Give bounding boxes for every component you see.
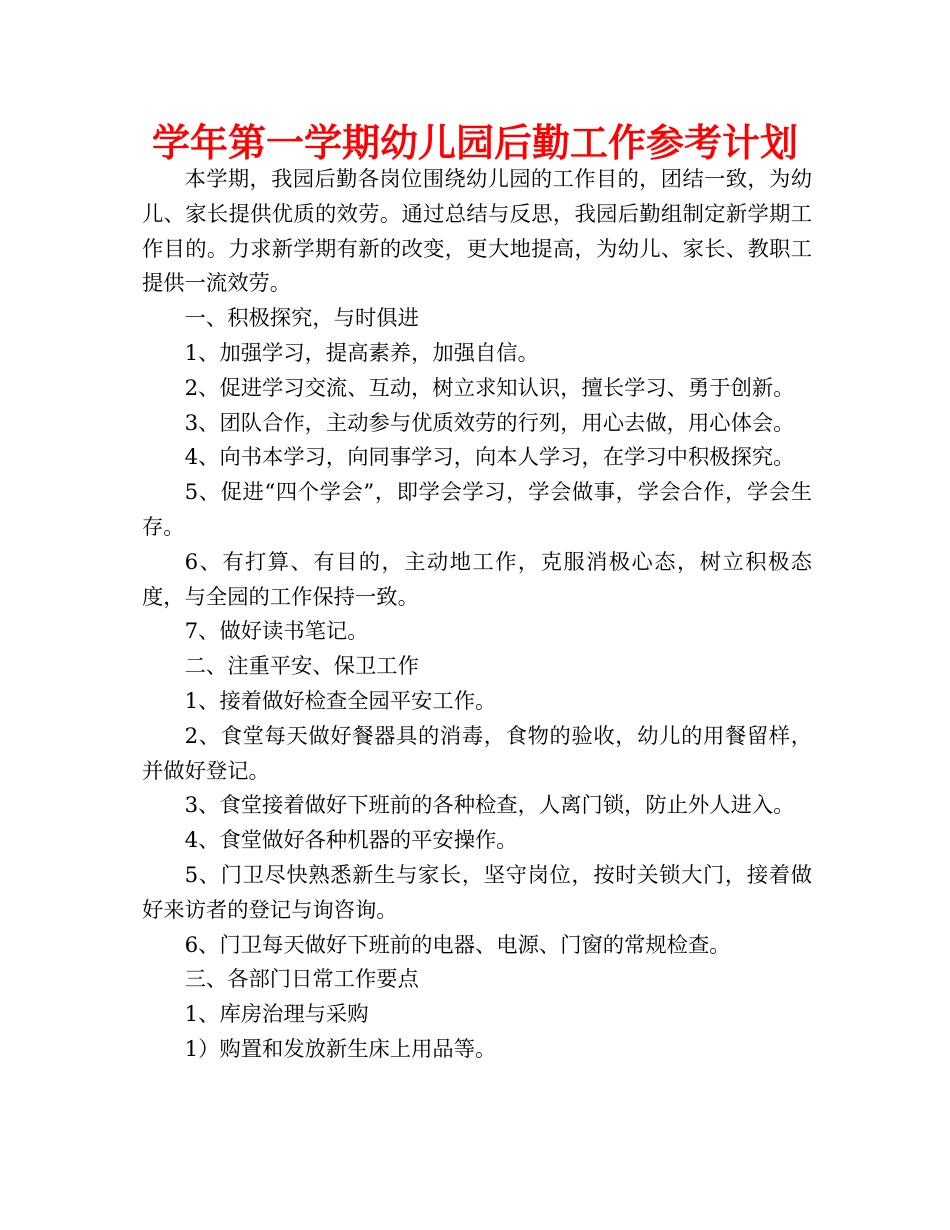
list-item: 5、门卫尽快熟悉新生与家长，坚守岗位，按时关锁大门，接着做好来访者的登记与询咨询。 (142, 862, 812, 923)
list-item: 1、库房治理与采购 (184, 1002, 369, 1028)
list-item: 3、食堂接着做好下班前的各种检查，人离门锁，防止外人进入。 (184, 793, 795, 819)
list-item: 1）购置和发放新生床上用品等。 (184, 1036, 497, 1062)
list-item: 6、有打算、有目的，主动地工作，克服消极心态，树立积极态度，与全园的工作保持一致。 (142, 549, 812, 610)
list-item: 4、向书本学习，向同事学习，向本人学习，在学习中积极探究。 (184, 445, 795, 471)
list-item: 2、促进学习交流、互动，树立求知认识，擅长学习、勇于创新。 (184, 375, 795, 401)
document-body (142, 163, 812, 1068)
list-item: 2、食堂每天做好餐器具的消毒，食物的验收，幼儿的用餐留样，并做好登记。 (142, 723, 812, 784)
section-heading-3: 三、各部门日常工作要点 (184, 967, 419, 993)
list-item: 5、促进“四个学会”，即学会学习，学会做事，学会合作，学会生存。 (142, 480, 812, 540)
paragraph-intro: 本学期，我园后勤各岗位围绕幼儿园的工作目的，团结一致，为幼儿、家长提供优质的效劳。通过总结与反思，我园后勤组制定新学期工作目的。力求新学期有新的改变，更大地提高，为幼儿、家长、教职工提供一流效劳。 (142, 167, 812, 297)
section-heading-1: 一、积极探究，与时俱进 (184, 306, 419, 332)
list-item: 6、门卫每天做好下班前的电器、电源、门窗的常规检查。 (184, 932, 731, 958)
list-item: 1、接着做好检查全园平安工作。 (184, 688, 497, 714)
section-heading-2: 二、注重平安、保卫工作 (184, 654, 419, 680)
list-item: 4、食堂做好各种机器的平安操作。 (184, 828, 518, 854)
list-item: 3、团队合作，主动参与优质效劳的行列，用心去做，用心体会。 (184, 410, 795, 436)
list-item: 1、加强学习，提高素养，加强自信。 (184, 340, 539, 366)
list-item: 7、做好读书笔记。 (184, 619, 369, 645)
document-title: 学年第一学期幼儿园后勤工作参考计划 (151, 121, 798, 165)
